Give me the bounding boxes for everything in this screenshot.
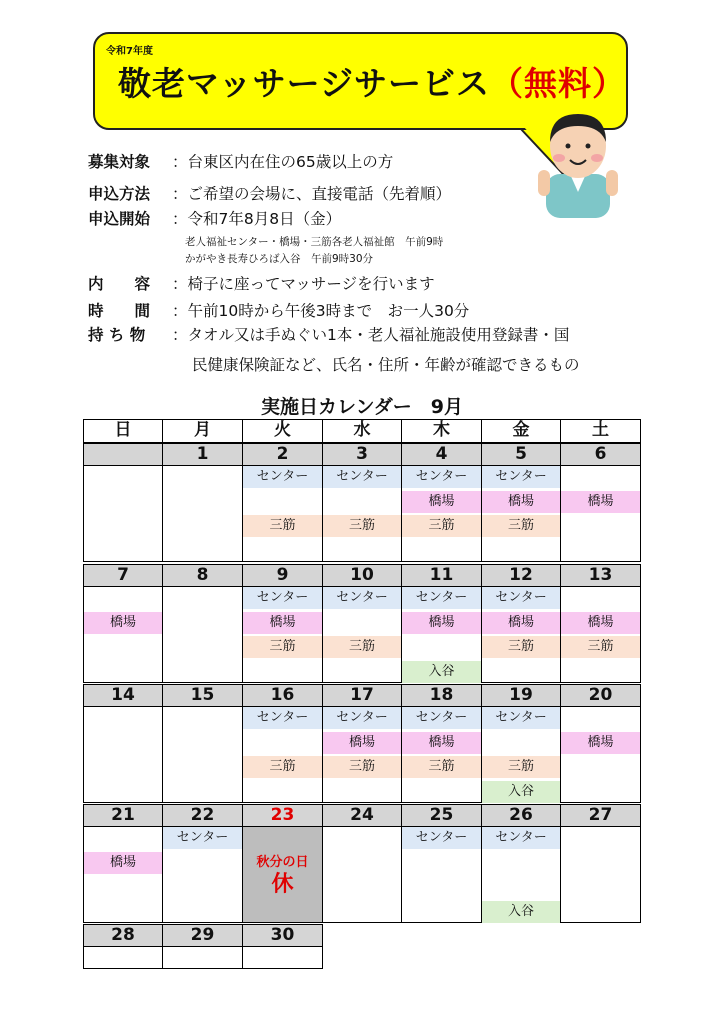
venue-tag-sansuji: 三筋 <box>482 756 560 778</box>
venue-tag-sansuji: 三筋 <box>323 756 401 778</box>
venue-tag-sansuji: 三筋 <box>402 515 481 537</box>
venue-tag-hashiba: 橋場 <box>482 612 560 634</box>
info-row-target: 募集対象 ：台東区内在住の65歳以上の方 <box>88 153 394 171</box>
weekday-header-6: 土 <box>560 419 641 443</box>
day-number: 4 <box>401 443 482 466</box>
venue-tag-sansuji: 三筋 <box>243 756 322 778</box>
info-row-start: 申込開始 ：令和7年8月8日（金） <box>88 210 342 228</box>
day-number: 5 <box>481 443 561 466</box>
day-cell <box>162 466 243 562</box>
weekday-header-4: 木 <box>401 419 482 443</box>
fiscal-year-label: 令和7年度 <box>106 46 153 57</box>
day-number: 1 <box>162 443 243 466</box>
venue-tag-hashiba: 橋場 <box>561 732 640 754</box>
day-cell <box>162 947 243 969</box>
day-number: 24 <box>322 804 402 827</box>
day-cell <box>560 587 641 683</box>
title-main: 敬老マッサージサービス <box>118 64 491 103</box>
venue-tag-sansuji: 三筋 <box>323 636 401 658</box>
venue-tag-center: センター <box>243 707 322 729</box>
info-row-time: 時 間 ：午前10時から午後3時まで お一人30分 <box>88 302 470 320</box>
day-number: 18 <box>401 684 482 707</box>
venue-tag-center: センター <box>482 466 560 488</box>
venue-tag-hashiba: 橋場 <box>561 612 640 634</box>
day-number: 6 <box>560 443 641 466</box>
day-number: 23 <box>242 804 323 827</box>
venue-tag-sansuji: 三筋 <box>323 515 401 537</box>
weekday-header-3: 水 <box>322 419 402 443</box>
venue-tag-sansuji: 三筋 <box>482 636 560 658</box>
venue-tag-center: センター <box>402 587 481 609</box>
venue-tag-hashiba: 橋場 <box>84 852 162 874</box>
day-cell <box>242 947 323 969</box>
day-number: 9 <box>242 564 323 587</box>
day-cell <box>83 827 163 923</box>
day-number: 2 <box>242 443 323 466</box>
venue-tag-iriya: 入谷 <box>482 781 560 803</box>
day-number: 8 <box>162 564 243 587</box>
venue-tag-center: センター <box>482 707 560 729</box>
venue-tag-hashiba: 橋場 <box>323 732 401 754</box>
venue-tag-center: センター <box>243 587 322 609</box>
day-number: 7 <box>83 564 163 587</box>
day-cell <box>83 707 163 803</box>
day-number: 16 <box>242 684 323 707</box>
info-row-items: 持 ち 物 ：タオル又は手ぬぐい1本・老人福祉施設使用登録書・国 <box>88 326 570 344</box>
day-number: 29 <box>162 924 243 947</box>
day-number: 12 <box>481 564 561 587</box>
venue-tag-center: センター <box>402 707 481 729</box>
holiday-name: 秋分の日 <box>256 855 309 870</box>
venue-tag-center: センター <box>482 587 560 609</box>
weekday-header-0: 日 <box>83 419 163 443</box>
venue-tag-center: センター <box>323 466 401 488</box>
day-number: 17 <box>322 684 402 707</box>
day-number: 3 <box>322 443 402 466</box>
weekday-header-2: 火 <box>242 419 323 443</box>
day-number: 27 <box>560 804 641 827</box>
day-number: 22 <box>162 804 243 827</box>
day-cell <box>242 827 323 923</box>
day-number: 19 <box>481 684 561 707</box>
venue-tag-center: センター <box>402 827 481 849</box>
venue-tag-sansuji: 三筋 <box>561 636 640 658</box>
day-cell <box>162 707 243 803</box>
info-sub-line-2: かがやき長寿ひろば入谷 午前9時30分 <box>185 253 374 265</box>
venue-tag-center: センター <box>482 827 560 849</box>
day-cell <box>560 466 641 562</box>
venue-tag-sansuji: 三筋 <box>243 515 322 537</box>
day-number: 30 <box>242 924 323 947</box>
venue-tag-hashiba: 橋場 <box>243 612 322 634</box>
day-number: 28 <box>83 924 163 947</box>
day-number <box>83 443 163 466</box>
info-row-content: 内 容 ：椅子に座ってマッサージを行います <box>88 275 435 293</box>
day-number: 15 <box>162 684 243 707</box>
day-number: 25 <box>401 804 482 827</box>
venue-tag-sansuji: 三筋 <box>243 636 322 658</box>
day-number: 11 <box>401 564 482 587</box>
weekday-header-5: 金 <box>481 419 561 443</box>
day-number: 13 <box>560 564 641 587</box>
day-cell <box>560 707 641 803</box>
calendar-title: 実施日カレンダー 9月 <box>261 396 463 418</box>
page-title <box>118 58 626 105</box>
info-row-method: 申込方法 ：ご希望の会場に、直接電話（先着順） <box>88 185 452 203</box>
holiday-closed-mark: 休 <box>271 872 294 897</box>
day-cell <box>83 947 163 969</box>
venue-tag-sansuji: 三筋 <box>402 756 481 778</box>
day-cell <box>162 587 243 683</box>
weekday-header-1: 月 <box>162 419 243 443</box>
masseur-illustration-icon <box>528 108 623 218</box>
venue-tag-center: センター <box>163 827 242 849</box>
venue-tag-hashiba: 橋場 <box>84 612 162 634</box>
venue-tag-iriya: 入谷 <box>482 901 560 923</box>
venue-tag-hashiba: 橋場 <box>402 612 481 634</box>
day-cell <box>83 466 163 562</box>
venue-tag-iriya: 入谷 <box>402 661 481 683</box>
day-number: 14 <box>83 684 163 707</box>
venue-tag-center: センター <box>402 466 481 488</box>
day-number: 21 <box>83 804 163 827</box>
day-cell <box>83 587 163 683</box>
venue-tag-hashiba: 橋場 <box>561 491 640 513</box>
info-sub-line-1: 老人福祉センター・橋場・三筋各老人福祉館 午前9時 <box>185 236 444 248</box>
venue-tag-sansuji: 三筋 <box>482 515 560 537</box>
day-cell <box>322 827 402 923</box>
venue-tag-center: センター <box>243 466 322 488</box>
venue-tag-hashiba: 橋場 <box>482 491 560 513</box>
info-row-items-cont: 民健康保険証など、氏名・住所・年齢が確認できるもの <box>192 356 580 374</box>
day-cell <box>560 827 641 923</box>
venue-tag-center: センター <box>323 707 401 729</box>
day-number: 26 <box>481 804 561 827</box>
venue-tag-hashiba: 橋場 <box>402 732 481 754</box>
venue-tag-hashiba: 橋場 <box>402 491 481 513</box>
venue-tag-center: センター <box>323 587 401 609</box>
day-number: 10 <box>322 564 402 587</box>
day-number: 20 <box>560 684 641 707</box>
title-free: （無料） <box>490 64 627 103</box>
